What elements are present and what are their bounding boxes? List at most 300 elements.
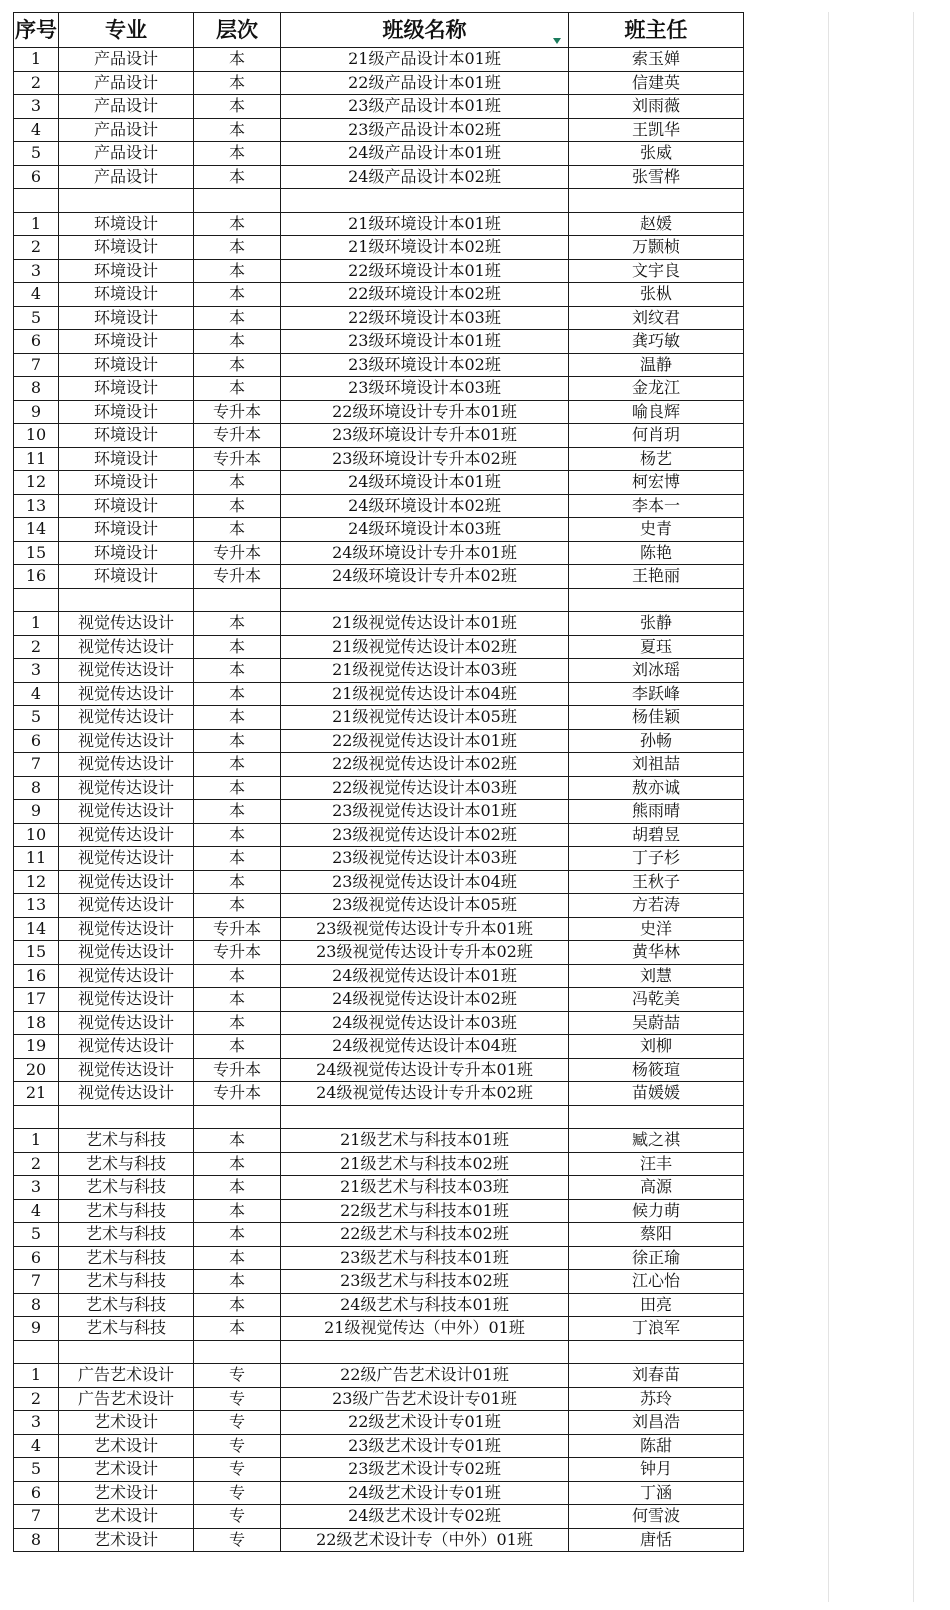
cell-level[interactable]: 本 — [194, 1270, 281, 1294]
cell-major[interactable]: 环境设计 — [59, 494, 194, 518]
cell-index[interactable]: 11 — [14, 847, 59, 871]
cell-level[interactable]: 本 — [194, 776, 281, 800]
cell-index[interactable]: 1 — [14, 212, 59, 236]
cell-level[interactable]: 本 — [194, 964, 281, 988]
cell-major[interactable]: 艺术与科技 — [59, 1293, 194, 1317]
cell-class-name[interactable]: 22级视觉传达设计本01班 — [281, 729, 569, 753]
cell-major[interactable]: 艺术与科技 — [59, 1246, 194, 1270]
empty-cell[interactable] — [569, 189, 744, 213]
cell-index[interactable]: 8 — [14, 1293, 59, 1317]
cell-major[interactable]: 视觉传达设计 — [59, 1058, 194, 1082]
cell-class-name[interactable]: 24级环境设计本02班 — [281, 494, 569, 518]
cell-class-name[interactable]: 22级环境设计本01班 — [281, 259, 569, 283]
cell-level[interactable]: 专 — [194, 1528, 281, 1552]
cell-level[interactable]: 本 — [194, 706, 281, 730]
cell-major[interactable]: 艺术与科技 — [59, 1317, 194, 1341]
cell-index[interactable]: 3 — [14, 659, 59, 683]
cell-class-name[interactable]: 23级视觉传达设计本04班 — [281, 870, 569, 894]
cell-level[interactable]: 本 — [194, 1293, 281, 1317]
cell-class-name[interactable]: 22级环境设计专升本01班 — [281, 400, 569, 424]
cell-level[interactable]: 专升本 — [194, 941, 281, 965]
cell-major[interactable]: 艺术设计 — [59, 1411, 194, 1435]
cell-head-teacher[interactable]: 张雪桦 — [569, 165, 744, 189]
cell-index[interactable]: 4 — [14, 1434, 59, 1458]
cell-major[interactable]: 广告艺术设计 — [59, 1387, 194, 1411]
cell-index[interactable]: 2 — [14, 71, 59, 95]
cell-major[interactable]: 艺术设计 — [59, 1481, 194, 1505]
cell-head-teacher[interactable]: 候力萌 — [569, 1199, 744, 1223]
cell-head-teacher[interactable]: 黄华林 — [569, 941, 744, 965]
cell-class-name[interactable]: 21级视觉传达设计本04班 — [281, 682, 569, 706]
cell-index[interactable]: 18 — [14, 1011, 59, 1035]
cell-major[interactable]: 环境设计 — [59, 212, 194, 236]
cell-index[interactable]: 8 — [14, 377, 59, 401]
cell-level[interactable]: 本 — [194, 471, 281, 495]
cell-major[interactable]: 视觉传达设计 — [59, 988, 194, 1012]
cell-level[interactable]: 本 — [194, 1129, 281, 1153]
cell-major[interactable]: 视觉传达设计 — [59, 706, 194, 730]
cell-class-name[interactable]: 24级视觉传达设计本03班 — [281, 1011, 569, 1035]
cell-index[interactable]: 6 — [14, 729, 59, 753]
chevron-down-icon[interactable] — [553, 38, 561, 44]
cell-major[interactable]: 艺术设计 — [59, 1458, 194, 1482]
cell-class-name[interactable]: 23级视觉传达设计本05班 — [281, 894, 569, 918]
cell-head-teacher[interactable]: 夏珏 — [569, 635, 744, 659]
cell-head-teacher[interactable]: 何雪波 — [569, 1505, 744, 1529]
cell-head-teacher[interactable]: 孙畅 — [569, 729, 744, 753]
cell-head-teacher[interactable]: 刘祖喆 — [569, 753, 744, 777]
cell-level[interactable]: 专升本 — [194, 1082, 281, 1106]
cell-level[interactable]: 本 — [194, 118, 281, 142]
cell-head-teacher[interactable]: 蔡阳 — [569, 1223, 744, 1247]
cell-level[interactable]: 专 — [194, 1458, 281, 1482]
cell-level[interactable]: 本 — [194, 306, 281, 330]
cell-major[interactable]: 视觉传达设计 — [59, 729, 194, 753]
cell-major[interactable]: 产品设计 — [59, 48, 194, 72]
cell-index[interactable]: 4 — [14, 283, 59, 307]
cell-level[interactable]: 专升本 — [194, 424, 281, 448]
cell-level[interactable]: 本 — [194, 259, 281, 283]
cell-level[interactable]: 本 — [194, 377, 281, 401]
cell-level[interactable]: 本 — [194, 988, 281, 1012]
cell-major[interactable]: 视觉传达设计 — [59, 1082, 194, 1106]
cell-head-teacher[interactable]: 刘慧 — [569, 964, 744, 988]
cell-class-name[interactable]: 21级视觉传达设计本03班 — [281, 659, 569, 683]
cell-head-teacher[interactable]: 徐正瑜 — [569, 1246, 744, 1270]
cell-class-name[interactable]: 21级艺术与科技本03班 — [281, 1176, 569, 1200]
cell-major[interactable]: 产品设计 — [59, 95, 194, 119]
cell-major[interactable]: 环境设计 — [59, 377, 194, 401]
cell-major[interactable]: 环境设计 — [59, 565, 194, 589]
cell-head-teacher[interactable]: 熊雨晴 — [569, 800, 744, 824]
cell-major[interactable]: 环境设计 — [59, 283, 194, 307]
cell-major[interactable]: 视觉传达设计 — [59, 659, 194, 683]
cell-major[interactable]: 艺术与科技 — [59, 1152, 194, 1176]
cell-head-teacher[interactable]: 柯宏博 — [569, 471, 744, 495]
cell-major[interactable]: 艺术设计 — [59, 1505, 194, 1529]
cell-level[interactable]: 本 — [194, 753, 281, 777]
empty-cell[interactable] — [569, 1105, 744, 1129]
cell-level[interactable]: 本 — [194, 142, 281, 166]
cell-index[interactable]: 15 — [14, 541, 59, 565]
cell-class-name[interactable]: 24级视觉传达设计本04班 — [281, 1035, 569, 1059]
cell-index[interactable]: 10 — [14, 424, 59, 448]
cell-level[interactable]: 本 — [194, 353, 281, 377]
cell-major[interactable]: 视觉传达设计 — [59, 917, 194, 941]
cell-head-teacher[interactable]: 丁子杉 — [569, 847, 744, 871]
cell-level[interactable]: 本 — [194, 729, 281, 753]
cell-index[interactable]: 9 — [14, 1317, 59, 1341]
cell-major[interactable]: 视觉传达设计 — [59, 800, 194, 824]
cell-class-name[interactable]: 23级产品设计本01班 — [281, 95, 569, 119]
cell-class-name[interactable]: 23级艺术设计专02班 — [281, 1458, 569, 1482]
cell-index[interactable]: 15 — [14, 941, 59, 965]
cell-level[interactable]: 本 — [194, 165, 281, 189]
cell-head-teacher[interactable]: 李跃峰 — [569, 682, 744, 706]
cell-head-teacher[interactable]: 张枞 — [569, 283, 744, 307]
cell-level[interactable]: 本 — [194, 71, 281, 95]
cell-head-teacher[interactable]: 金龙江 — [569, 377, 744, 401]
cell-index[interactable]: 5 — [14, 1223, 59, 1247]
cell-head-teacher[interactable]: 丁涵 — [569, 1481, 744, 1505]
cell-major[interactable]: 环境设计 — [59, 541, 194, 565]
cell-major[interactable]: 视觉传达设计 — [59, 941, 194, 965]
cell-index[interactable]: 7 — [14, 753, 59, 777]
cell-level[interactable]: 本 — [194, 1035, 281, 1059]
cell-head-teacher[interactable]: 方若涛 — [569, 894, 744, 918]
cell-class-name[interactable]: 23级视觉传达设计专升本01班 — [281, 917, 569, 941]
cell-major[interactable]: 艺术与科技 — [59, 1176, 194, 1200]
cell-class-name[interactable]: 23级艺术与科技本02班 — [281, 1270, 569, 1294]
cell-level[interactable]: 专升本 — [194, 541, 281, 565]
cell-level[interactable]: 本 — [194, 1011, 281, 1035]
cell-level[interactable]: 本 — [194, 236, 281, 260]
cell-index[interactable]: 1 — [14, 1364, 59, 1388]
cell-index[interactable]: 9 — [14, 800, 59, 824]
cell-class-name[interactable]: 21级艺术与科技本01班 — [281, 1129, 569, 1153]
cell-major[interactable]: 环境设计 — [59, 447, 194, 471]
cell-major[interactable]: 产品设计 — [59, 118, 194, 142]
cell-head-teacher[interactable]: 刘冰瑶 — [569, 659, 744, 683]
cell-major[interactable]: 环境设计 — [59, 236, 194, 260]
cell-level[interactable]: 本 — [194, 612, 281, 636]
cell-index[interactable]: 2 — [14, 635, 59, 659]
cell-class-name[interactable]: 22级环境设计本03班 — [281, 306, 569, 330]
cell-index[interactable]: 7 — [14, 1505, 59, 1529]
cell-major[interactable]: 广告艺术设计 — [59, 1364, 194, 1388]
cell-major[interactable]: 视觉传达设计 — [59, 1011, 194, 1035]
cell-head-teacher[interactable]: 唐恬 — [569, 1528, 744, 1552]
cell-head-teacher[interactable]: 胡碧昱 — [569, 823, 744, 847]
cell-major[interactable]: 艺术与科技 — [59, 1270, 194, 1294]
cell-level[interactable]: 本 — [194, 823, 281, 847]
cell-index[interactable]: 5 — [14, 306, 59, 330]
empty-cell[interactable] — [194, 1105, 281, 1129]
cell-major[interactable]: 环境设计 — [59, 306, 194, 330]
cell-index[interactable]: 1 — [14, 612, 59, 636]
cell-index[interactable]: 14 — [14, 917, 59, 941]
cell-class-name[interactable]: 24级视觉传达设计专升本01班 — [281, 1058, 569, 1082]
cell-index[interactable]: 5 — [14, 1458, 59, 1482]
cell-index[interactable]: 6 — [14, 330, 59, 354]
cell-class-name[interactable]: 21级视觉传达设计本02班 — [281, 635, 569, 659]
cell-head-teacher[interactable]: 刘昌浩 — [569, 1411, 744, 1435]
cell-index[interactable]: 11 — [14, 447, 59, 471]
cell-class-name[interactable]: 22级艺术与科技本02班 — [281, 1223, 569, 1247]
cell-class-name[interactable]: 23级环境设计本02班 — [281, 353, 569, 377]
cell-index[interactable]: 4 — [14, 1199, 59, 1223]
cell-index[interactable]: 6 — [14, 1481, 59, 1505]
cell-head-teacher[interactable]: 江心怡 — [569, 1270, 744, 1294]
cell-level[interactable]: 本 — [194, 1223, 281, 1247]
cell-major[interactable]: 视觉传达设计 — [59, 870, 194, 894]
cell-level[interactable]: 本 — [194, 518, 281, 542]
cell-level[interactable]: 本 — [194, 870, 281, 894]
cell-class-name[interactable]: 23级艺术与科技本01班 — [281, 1246, 569, 1270]
cell-level[interactable]: 专升本 — [194, 565, 281, 589]
cell-level[interactable]: 专 — [194, 1505, 281, 1529]
cell-major[interactable]: 环境设计 — [59, 424, 194, 448]
empty-cell[interactable] — [14, 189, 59, 213]
cell-head-teacher[interactable]: 冯乾美 — [569, 988, 744, 1012]
cell-head-teacher[interactable]: 李本一 — [569, 494, 744, 518]
cell-head-teacher[interactable]: 刘柳 — [569, 1035, 744, 1059]
cell-level[interactable]: 本 — [194, 1152, 281, 1176]
cell-class-name[interactable]: 23级产品设计本02班 — [281, 118, 569, 142]
cell-level[interactable]: 本 — [194, 847, 281, 871]
cell-major[interactable]: 视觉传达设计 — [59, 635, 194, 659]
cell-head-teacher[interactable]: 王凯华 — [569, 118, 744, 142]
cell-class-name[interactable]: 22级视觉传达设计本03班 — [281, 776, 569, 800]
cell-head-teacher[interactable]: 史青 — [569, 518, 744, 542]
cell-index[interactable]: 4 — [14, 118, 59, 142]
cell-index[interactable]: 13 — [14, 494, 59, 518]
empty-cell[interactable] — [281, 189, 569, 213]
empty-cell[interactable] — [281, 1105, 569, 1129]
cell-level[interactable]: 本 — [194, 1317, 281, 1341]
cell-index[interactable]: 12 — [14, 870, 59, 894]
cell-head-teacher[interactable]: 温静 — [569, 353, 744, 377]
cell-index[interactable]: 12 — [14, 471, 59, 495]
cell-head-teacher[interactable]: 刘春苗 — [569, 1364, 744, 1388]
cell-head-teacher[interactable]: 苏玲 — [569, 1387, 744, 1411]
cell-head-teacher[interactable]: 杨艺 — [569, 447, 744, 471]
cell-index[interactable]: 1 — [14, 48, 59, 72]
cell-class-name[interactable]: 24级视觉传达设计本01班 — [281, 964, 569, 988]
cell-major[interactable]: 环境设计 — [59, 353, 194, 377]
cell-index[interactable]: 14 — [14, 518, 59, 542]
cell-level[interactable]: 本 — [194, 330, 281, 354]
cell-index[interactable]: 3 — [14, 1411, 59, 1435]
cell-head-teacher[interactable]: 何肖玥 — [569, 424, 744, 448]
cell-level[interactable]: 专 — [194, 1387, 281, 1411]
cell-class-name[interactable]: 24级环境设计本01班 — [281, 471, 569, 495]
cell-index[interactable]: 3 — [14, 259, 59, 283]
cell-index[interactable]: 5 — [14, 706, 59, 730]
cell-class-name[interactable]: 22级艺术设计专01班 — [281, 1411, 569, 1435]
cell-class-name[interactable]: 24级产品设计本01班 — [281, 142, 569, 166]
cell-class-name[interactable]: 23级环境设计本01班 — [281, 330, 569, 354]
cell-major[interactable]: 艺术与科技 — [59, 1129, 194, 1153]
cell-class-name[interactable]: 23级广告艺术设计专01班 — [281, 1387, 569, 1411]
cell-class-name[interactable]: 21级产品设计本01班 — [281, 48, 569, 72]
header-cell-level[interactable]: 层次 — [194, 13, 281, 48]
cell-index[interactable]: 4 — [14, 682, 59, 706]
cell-class-name[interactable]: 23级艺术设计专01班 — [281, 1434, 569, 1458]
cell-level[interactable]: 专 — [194, 1481, 281, 1505]
cell-head-teacher[interactable]: 汪丰 — [569, 1152, 744, 1176]
cell-head-teacher[interactable]: 刘雨薇 — [569, 95, 744, 119]
cell-head-teacher[interactable]: 高源 — [569, 1176, 744, 1200]
cell-head-teacher[interactable]: 钟月 — [569, 1458, 744, 1482]
empty-cell[interactable] — [281, 588, 569, 612]
empty-cell[interactable] — [194, 588, 281, 612]
empty-cell[interactable] — [281, 1340, 569, 1364]
cell-class-name[interactable]: 23级视觉传达设计本02班 — [281, 823, 569, 847]
cell-head-teacher[interactable]: 臧之祺 — [569, 1129, 744, 1153]
cell-head-teacher[interactable]: 索玉婵 — [569, 48, 744, 72]
cell-head-teacher[interactable]: 田亮 — [569, 1293, 744, 1317]
cell-class-name[interactable]: 21级视觉传达设计本01班 — [281, 612, 569, 636]
cell-index[interactable]: 6 — [14, 1246, 59, 1270]
cell-index[interactable]: 1 — [14, 1129, 59, 1153]
cell-class-name[interactable]: 21级环境设计本01班 — [281, 212, 569, 236]
cell-head-teacher[interactable]: 万颢桢 — [569, 236, 744, 260]
cell-major[interactable]: 环境设计 — [59, 259, 194, 283]
cell-major[interactable]: 环境设计 — [59, 330, 194, 354]
cell-head-teacher[interactable]: 陈艳 — [569, 541, 744, 565]
header-cell-major[interactable]: 专业 — [59, 13, 194, 48]
cell-level[interactable]: 本 — [194, 48, 281, 72]
cell-index[interactable]: 17 — [14, 988, 59, 1012]
empty-cell[interactable] — [14, 1105, 59, 1129]
cell-class-name[interactable]: 22级广告艺术设计01班 — [281, 1364, 569, 1388]
cell-class-name[interactable]: 23级环境设计专升本01班 — [281, 424, 569, 448]
cell-level[interactable]: 本 — [194, 1246, 281, 1270]
header-cell-class-name[interactable] — [281, 13, 569, 48]
cell-head-teacher[interactable]: 史洋 — [569, 917, 744, 941]
cell-head-teacher[interactable]: 王秋子 — [569, 870, 744, 894]
cell-class-name[interactable]: 22级艺术与科技本01班 — [281, 1199, 569, 1223]
cell-index[interactable]: 13 — [14, 894, 59, 918]
empty-cell[interactable] — [59, 189, 194, 213]
cell-head-teacher[interactable]: 杨佳颖 — [569, 706, 744, 730]
cell-class-name[interactable]: 21级艺术与科技本02班 — [281, 1152, 569, 1176]
cell-major[interactable]: 环境设计 — [59, 400, 194, 424]
cell-level[interactable]: 本 — [194, 283, 281, 307]
cell-index[interactable]: 16 — [14, 964, 59, 988]
cell-index[interactable]: 8 — [14, 1528, 59, 1552]
empty-cell[interactable] — [194, 1340, 281, 1364]
cell-major[interactable]: 视觉传达设计 — [59, 964, 194, 988]
cell-level[interactable]: 本 — [194, 494, 281, 518]
cell-level[interactable]: 本 — [194, 635, 281, 659]
cell-index[interactable]: 9 — [14, 400, 59, 424]
cell-head-teacher[interactable]: 信建英 — [569, 71, 744, 95]
cell-index[interactable]: 16 — [14, 565, 59, 589]
cell-class-name[interactable]: 24级艺术与科技本01班 — [281, 1293, 569, 1317]
cell-head-teacher[interactable]: 喻良辉 — [569, 400, 744, 424]
empty-cell[interactable] — [14, 1340, 59, 1364]
cell-index[interactable]: 2 — [14, 236, 59, 260]
cell-head-teacher[interactable]: 文宇良 — [569, 259, 744, 283]
cell-major[interactable]: 视觉传达设计 — [59, 847, 194, 871]
cell-major[interactable]: 环境设计 — [59, 518, 194, 542]
cell-head-teacher[interactable]: 刘纹君 — [569, 306, 744, 330]
cell-class-name[interactable]: 23级视觉传达设计本03班 — [281, 847, 569, 871]
cell-index[interactable]: 19 — [14, 1035, 59, 1059]
cell-head-teacher[interactable]: 丁浪军 — [569, 1317, 744, 1341]
cell-major[interactable]: 视觉传达设计 — [59, 753, 194, 777]
cell-class-name[interactable]: 24级视觉传达设计本02班 — [281, 988, 569, 1012]
cell-index[interactable]: 2 — [14, 1152, 59, 1176]
cell-major[interactable]: 艺术与科技 — [59, 1199, 194, 1223]
cell-level[interactable]: 专 — [194, 1364, 281, 1388]
cell-level[interactable]: 本 — [194, 212, 281, 236]
cell-level[interactable]: 本 — [194, 659, 281, 683]
cell-head-teacher[interactable]: 苗媛媛 — [569, 1082, 744, 1106]
cell-class-name[interactable]: 24级环境设计专升本02班 — [281, 565, 569, 589]
cell-level[interactable]: 专升本 — [194, 1058, 281, 1082]
cell-head-teacher[interactable]: 张静 — [569, 612, 744, 636]
cell-class-name[interactable]: 22级产品设计本01班 — [281, 71, 569, 95]
cell-class-name[interactable]: 22级环境设计本02班 — [281, 283, 569, 307]
cell-index[interactable]: 8 — [14, 776, 59, 800]
cell-class-name[interactable]: 21级环境设计本02班 — [281, 236, 569, 260]
cell-class-name[interactable]: 22级艺术设计专（中外）01班 — [281, 1528, 569, 1552]
cell-head-teacher[interactable]: 敖亦诚 — [569, 776, 744, 800]
cell-head-teacher[interactable]: 张威 — [569, 142, 744, 166]
header-cell-head-teacher[interactable]: 班主任 — [569, 13, 744, 48]
cell-class-name[interactable]: 24级环境设计专升本01班 — [281, 541, 569, 565]
empty-cell[interactable] — [14, 588, 59, 612]
cell-major[interactable]: 视觉传达设计 — [59, 1035, 194, 1059]
empty-cell[interactable] — [569, 1340, 744, 1364]
cell-class-name[interactable]: 21级视觉传达（中外）01班 — [281, 1317, 569, 1341]
cell-major[interactable]: 艺术与科技 — [59, 1223, 194, 1247]
cell-major[interactable]: 视觉传达设计 — [59, 682, 194, 706]
cell-head-teacher[interactable]: 吴蔚喆 — [569, 1011, 744, 1035]
cell-index[interactable]: 2 — [14, 1387, 59, 1411]
cell-level[interactable]: 本 — [194, 682, 281, 706]
cell-class-name[interactable]: 24级视觉传达设计专升本02班 — [281, 1082, 569, 1106]
cell-level[interactable]: 专升本 — [194, 447, 281, 471]
cell-class-name[interactable]: 22级视觉传达设计本02班 — [281, 753, 569, 777]
empty-cell[interactable] — [59, 1340, 194, 1364]
cell-index[interactable]: 6 — [14, 165, 59, 189]
header-cell-index[interactable]: 序号 — [14, 13, 59, 48]
cell-major[interactable]: 产品设计 — [59, 142, 194, 166]
cell-major[interactable]: 视觉传达设计 — [59, 894, 194, 918]
empty-cell[interactable] — [59, 588, 194, 612]
cell-major[interactable]: 视觉传达设计 — [59, 612, 194, 636]
cell-level[interactable]: 专 — [194, 1434, 281, 1458]
cell-major[interactable]: 艺术设计 — [59, 1434, 194, 1458]
cell-head-teacher[interactable]: 陈甜 — [569, 1434, 744, 1458]
cell-level[interactable]: 专升本 — [194, 400, 281, 424]
cell-class-name[interactable]: 23级视觉传达设计本01班 — [281, 800, 569, 824]
cell-class-name[interactable]: 23级视觉传达设计专升本02班 — [281, 941, 569, 965]
cell-level[interactable]: 本 — [194, 95, 281, 119]
cell-index[interactable]: 5 — [14, 142, 59, 166]
cell-index[interactable]: 7 — [14, 1270, 59, 1294]
empty-cell[interactable] — [569, 588, 744, 612]
cell-major[interactable]: 视觉传达设计 — [59, 823, 194, 847]
cell-class-name[interactable]: 24级艺术设计专02班 — [281, 1505, 569, 1529]
cell-level[interactable]: 本 — [194, 800, 281, 824]
cell-head-teacher[interactable]: 龚巧敏 — [569, 330, 744, 354]
cell-index[interactable]: 21 — [14, 1082, 59, 1106]
